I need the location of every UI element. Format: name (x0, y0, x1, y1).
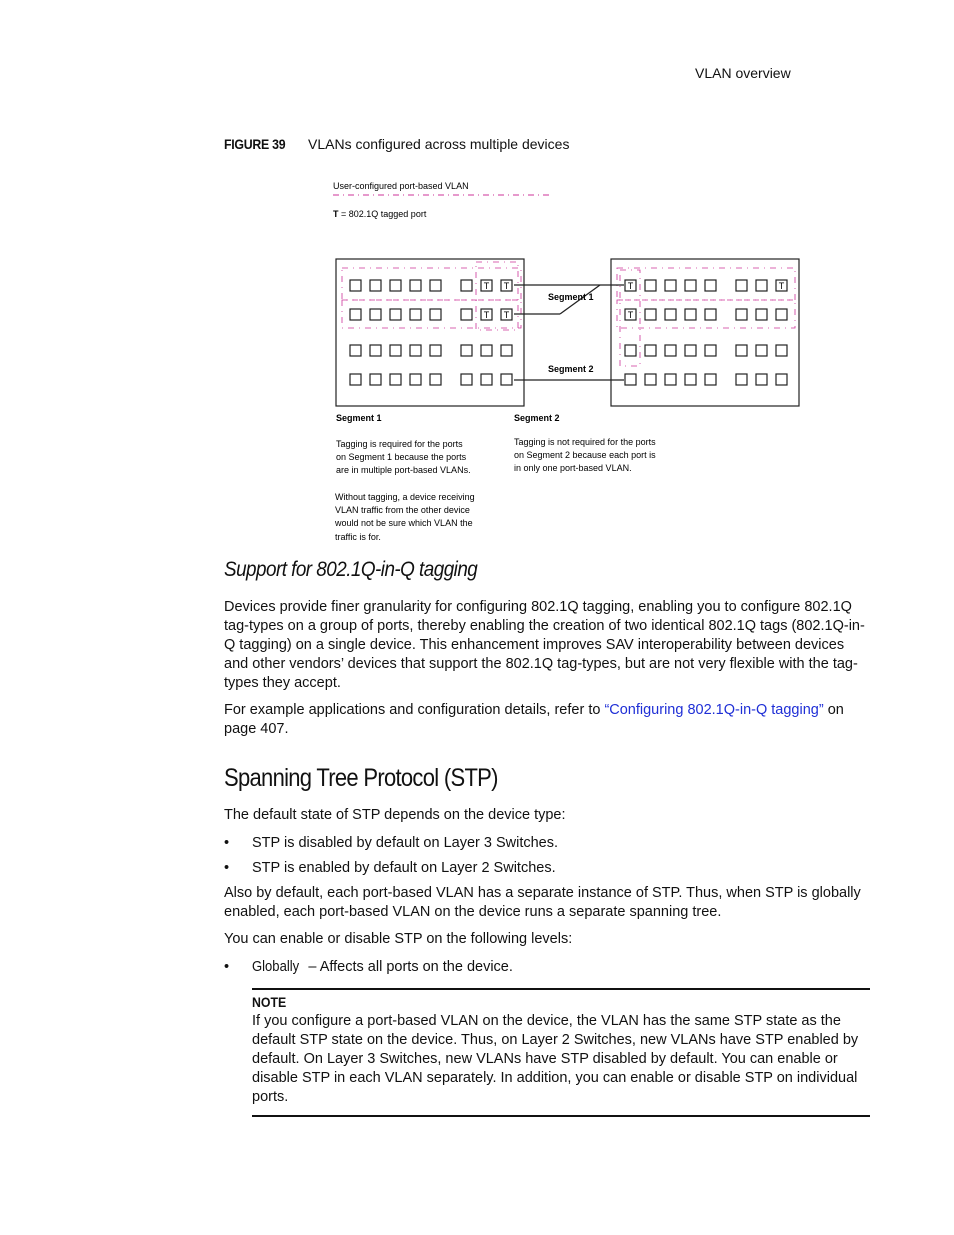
port (350, 280, 361, 291)
port (736, 309, 747, 320)
list-item-globally: • Globally – Affects all ports on the device. (224, 959, 513, 975)
note-box (252, 988, 870, 1117)
bullet-glyph: • (224, 835, 230, 851)
port (390, 309, 401, 320)
port (430, 374, 441, 385)
tagged-port-label: T (483, 310, 490, 320)
port (705, 345, 716, 356)
port (430, 309, 441, 320)
port (410, 345, 421, 356)
globally-term: Globally (252, 959, 300, 975)
port (461, 345, 472, 356)
port (685, 345, 696, 356)
link-label-segment2: Segment 2 (548, 364, 594, 374)
tagged-port-label: T (503, 310, 510, 320)
list-item: • STP is disabled by default on Layer 3 Switches. (224, 835, 559, 851)
port (481, 374, 492, 385)
qinq-description: Devices provide finer granularity for configuring 802.1Q tagging, enabling you to configure 802.1Q tag-types on a group of ports, thereby enabling the creation of two identical 802.1Q tags (802.1Q-in-Q tagging) on a single device. This enhancement improves SAV interoperability between devices and other vendors’ devices that support the 802.1Q tag-types, but are not very flexible with the tag-types they accept. (224, 599, 865, 691)
port (685, 309, 696, 320)
port (410, 309, 421, 320)
tagged-port-label: T (503, 281, 510, 291)
port (736, 280, 747, 291)
port (370, 345, 381, 356)
legend-tagged-port: T = 802.1Q tagged port (333, 209, 427, 219)
bullet-glyph: • (224, 959, 230, 975)
link-label-segment1: Segment 1 (548, 292, 594, 302)
port (685, 374, 696, 385)
port (430, 345, 441, 356)
section-heading-stp: Spanning Tree Protocol (STP) (224, 764, 498, 792)
segment1-explanation-2: Without tagging, a device receiving VLAN traffic from the other device would not be sure which VLAN the traffic is for. (335, 492, 475, 542)
section-heading-qinq: Support for 802.1Q-in-Q tagging (224, 558, 478, 581)
port (370, 280, 381, 291)
port (645, 345, 656, 356)
port (461, 280, 472, 291)
qinq-reference: For example applications and configuration details, refer to “Configuring 802.1Q-in-Q tagging” on page 407. (224, 702, 844, 737)
port (736, 345, 747, 356)
port (350, 345, 361, 356)
port (756, 309, 767, 320)
tagged-port-label: T (483, 281, 490, 291)
port (756, 280, 767, 291)
port (705, 374, 716, 385)
port (776, 309, 787, 320)
segment1-explanation: Tagging is required for the ports on Segment 1 because the ports are in multiple port-based VLANs. (336, 439, 471, 475)
port (461, 309, 472, 320)
figure-title: VLANs configured across multiple devices (308, 136, 570, 152)
port (776, 345, 787, 356)
port (390, 280, 401, 291)
port (665, 374, 676, 385)
tagged-port-label: T (627, 310, 634, 320)
port (645, 309, 656, 320)
list-item: • STP is enabled by default on Layer 2 Switches. (224, 860, 556, 876)
port (776, 374, 787, 385)
port (685, 280, 696, 291)
stp-levels-intro: You can enable or disable STP on the following levels: (224, 931, 573, 947)
port (625, 345, 636, 356)
port (736, 374, 747, 385)
port (665, 345, 676, 356)
port (430, 280, 441, 291)
port (390, 374, 401, 385)
port (756, 374, 767, 385)
qinq-config-link[interactable]: “Configuring 802.1Q-in-Q tagging” (604, 702, 824, 718)
note-text: If you configure a port-based VLAN on the device, the VLAN has the same STP state as the default STP state on the device. Thus, on Layer 2 Switches, new VLANs have STP enabled by default. On Layer 3 Switches, new VLANs have STP disabled by default. You can enable or disable STP in each VLAN separately. In addition, you can enable or disable STP on individual ports. (252, 1013, 859, 1105)
port (390, 345, 401, 356)
segment1-heading: Segment 1 (336, 413, 382, 423)
port (645, 280, 656, 291)
port (370, 309, 381, 320)
note-label: NOTE (252, 994, 287, 1010)
port (501, 374, 512, 385)
segment2-heading: Segment 2 (514, 413, 560, 423)
port (410, 374, 421, 385)
port (350, 374, 361, 385)
port (481, 345, 492, 356)
legend-vlan-label: User-configured port-based VLAN (333, 181, 469, 191)
port (410, 280, 421, 291)
port (756, 345, 767, 356)
port (665, 280, 676, 291)
port (705, 280, 716, 291)
port (501, 345, 512, 356)
vlan-figure (320, 170, 820, 555)
stp-intro: The default state of STP depends on the device type: (224, 807, 566, 823)
stp-per-vlan: Also by default, each port-based VLAN has a separate instance of STP. Thus, when STP is globally enabled, each port-based VLAN on the device runs a separate spanning tree. (224, 885, 861, 920)
tagged-port-label: T (778, 281, 785, 291)
port (645, 374, 656, 385)
running-header: VLAN overview (695, 65, 791, 81)
port (705, 309, 716, 320)
port (350, 309, 361, 320)
port (461, 374, 472, 385)
port (665, 309, 676, 320)
tagged-port-label: T (627, 281, 634, 291)
segment2-explanation: Tagging is not required for the ports on Segment 2 because each port is in only one port-based VLAN. (514, 437, 656, 473)
figure-number: FIGURE 39 (224, 136, 286, 152)
bullet-glyph: • (224, 860, 230, 876)
port (370, 374, 381, 385)
port (625, 374, 636, 385)
